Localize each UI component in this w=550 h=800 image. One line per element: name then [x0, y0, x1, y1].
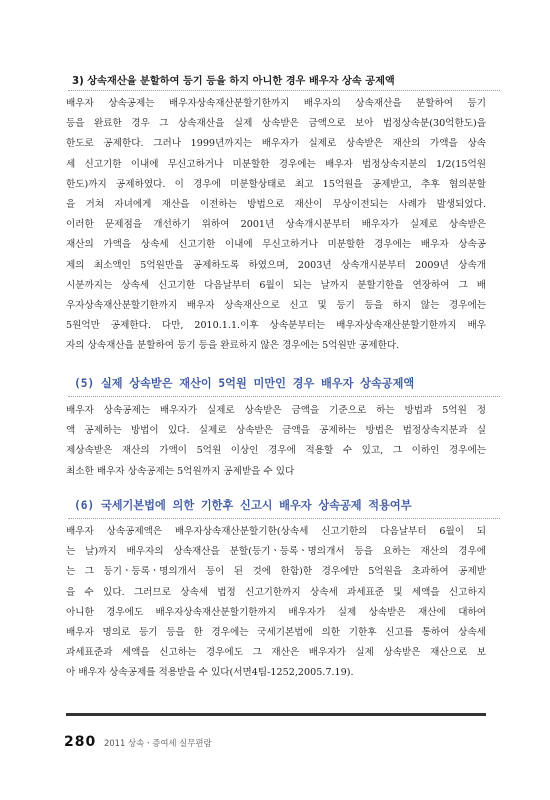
text-line: 배우자 상속공제는 배우자상속재산분할기한까지 배우자의 상속재산을 분할하여 등기: [66, 98, 486, 109]
text-line: 액 공제하는 방법이 있다. 실제로 상속받은 금액을 공제하는 방법은 법정상속지분과 실: [66, 425, 486, 437]
text-line: 5원억만 공제한다. 다만, 2010.1.1.이후 상속분부터는 배우자상속재산분할기한까지 배우: [66, 320, 486, 332]
text-line: 배우자 명의로 등기 등을 한 경우에는 국세기본법에 의한 기한후 신고를 통하여 상속세: [66, 626, 486, 638]
text-line: 재산의 가액을 상속세 신고기한 이내에 무신고하거나 미분할한 경우에는 배우자 상속공: [66, 239, 486, 251]
text-line: 과세표준과 세액을 신고하는 경우에도 그 재산은 배우자가 실제 상속받은 재산으로 보: [66, 647, 486, 659]
heading-divider: [68, 90, 500, 91]
text-line: 한도)까지 공제하였다. 이 경우에 미분할상태로 최고 15억원을 공제받고, 추후 협의분할: [66, 178, 486, 190]
text-line: 는 그 등기ㆍ등록ㆍ명의개서 등이 된 것에 한함)한 경우에만 5억원을 초과하여 공제받: [66, 566, 486, 578]
text-line: 등을 완료한 경우 그 상속재산을 실제 상속받은 금액으로 보아 법정상속분(30억한도)을: [66, 118, 486, 130]
text-line: 최소한 배우자 상속공제는 5억원까지 공제받을 수 있다: [66, 465, 295, 477]
heading-divider: [68, 518, 500, 519]
running-title: 2011 상속ㆍ증여세 실무편람: [104, 738, 212, 748]
footer-divider: [66, 713, 486, 716]
text-line: 는 날)까지 배우자의 상속재산을 분할(등기ㆍ등록ㆍ명의개서 등을 요하는 재산의 경우에: [66, 546, 486, 558]
text-line: 세 신고기한 이내에 무신고하거나 미분할한 경우에는 배우자 법정상속지분의 1/2(15억원: [66, 158, 486, 170]
text-line: 배우자 상속공제액은 배우자상속재산분할기한(상속세 신고기한의 다음날부터 6월이 되: [66, 526, 486, 537]
text-line: 우자상속재산분할기한까지 배우자 상속재산으로 신고 및 등기 등을 하지 않는 경우에는: [66, 299, 486, 311]
text-line: 이러한 문제점을 개선하기 위하여 2001년 상속개시분부터 배우자가 실제로 상속받은: [66, 219, 486, 231]
text-line: 을 수 있다. 그러므로 상속세 법정 신고기한까지 상속세 과세표준 및 세액을 신고하지: [66, 586, 486, 598]
page-number: 280: [64, 734, 97, 750]
text-line: 배우자 상속공제는 배우자가 실제로 상속받은 금액을 기준으로 하는 방법과 5억원 정: [66, 405, 486, 416]
text-line: 자의 상속재산을 분할하여 등기 등을 완료하지 않은 경우에는 5억원만 공제한다.: [66, 340, 400, 352]
text-line: 시분까지는 상속세 신고기한 다음날부터 6월이 되는 날까지 분할기한을 연장하여 그 배: [66, 279, 486, 291]
text-line: 제의 최소액인 5억원만을 공제하도록 하였으며, 2003년 상속개시분부터 2009년 상속개: [66, 259, 486, 271]
text-line: 아니한 경우에도 배우자상속재산분할기한까지 배우자가 실제 상속받은 재산에 대하여: [66, 606, 486, 618]
text-line: 제상속받은 재산의 가액이 5억원 이상인 경우에 적용할 수 있고, 그 이하인 경우에는: [66, 445, 486, 457]
text-line: 아 배우자 상속공제를 적용받을 수 있다(서면4팀-1252,2005.7.19).: [66, 667, 354, 679]
text-line: 을 거쳐 자녀에게 재산을 이전하는 방법으로 재산이 무상이전되는 사례가 발생되었다.: [66, 198, 486, 210]
section-heading-5: (5) 실제 상속받은 재산이 5억원 미만인 경우 배우자 상속공제액: [74, 377, 415, 390]
heading-divider: [68, 396, 500, 397]
section-heading-3: 3) 상속재산을 분할하여 등기 등을 하지 아니한 경우 배우자 상속 공제액: [72, 76, 395, 87]
text-line: 한도로 공제한다. 그러나 1999년까지는 배우자가 실제로 상속받은 재산의 가액을 상속: [66, 138, 486, 150]
section-5-body: [66, 401, 486, 482]
section-6-body: [66, 522, 486, 684]
section-3-body: [66, 94, 486, 356]
section-heading-6: (6) 국세기본법에 의한 기한후 신고시 배우자 상속공제 적용여부: [74, 499, 412, 512]
